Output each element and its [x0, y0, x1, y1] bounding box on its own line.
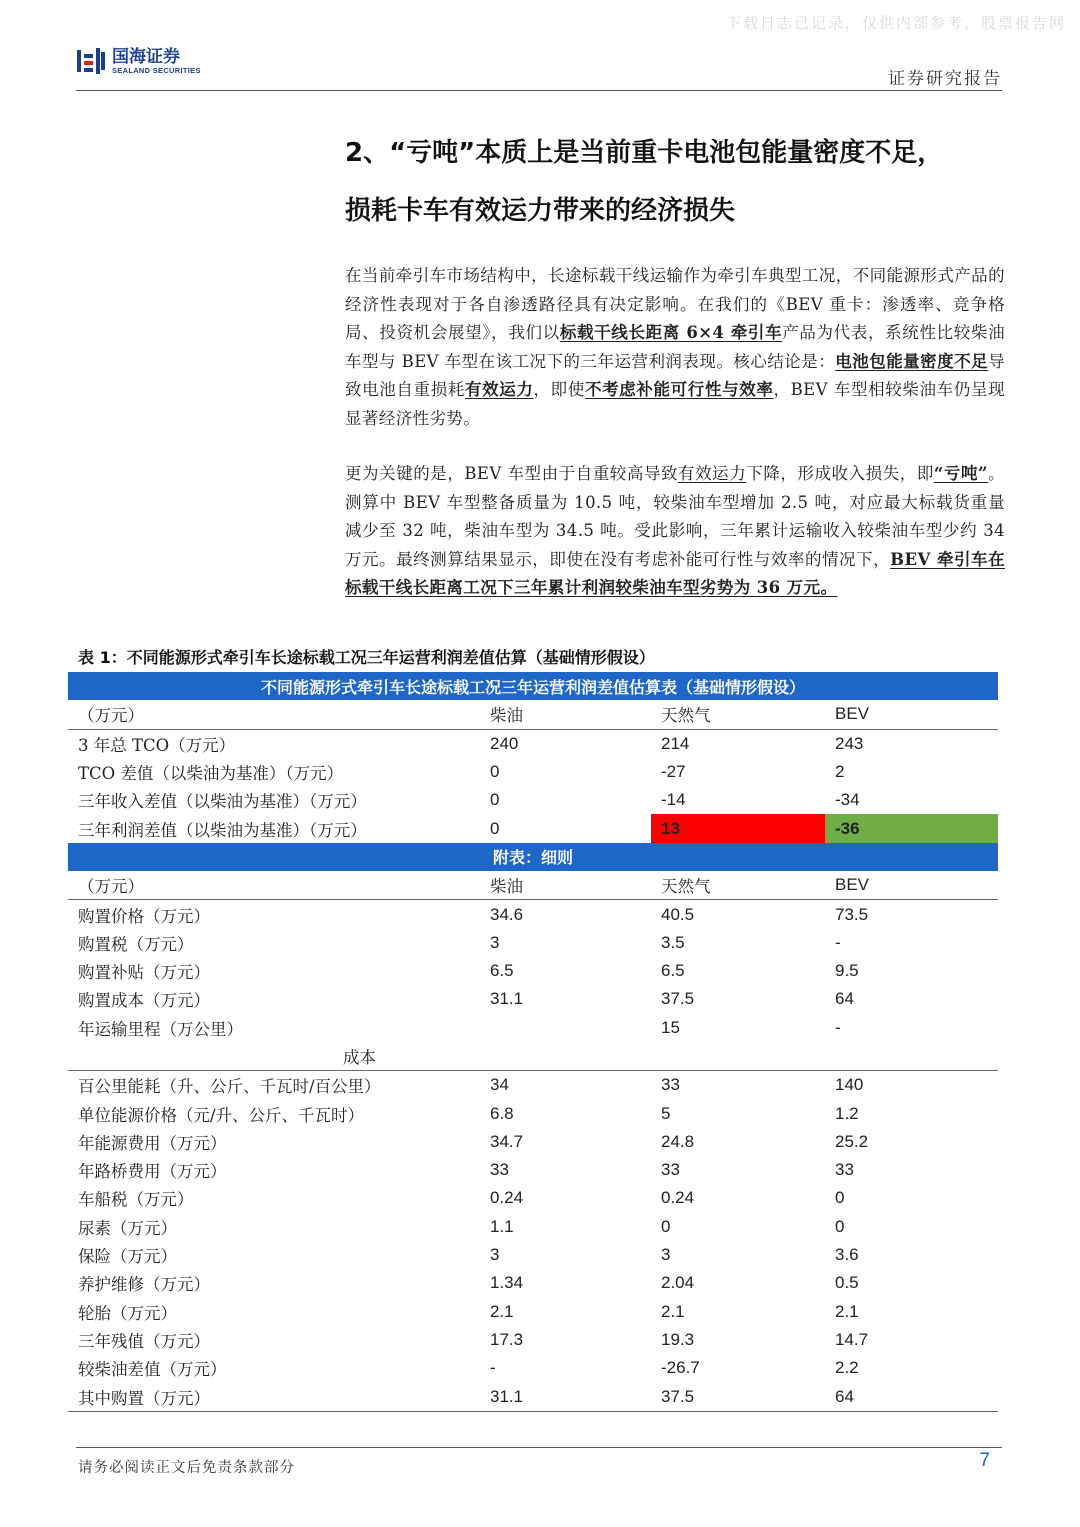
row-label: 购置补贴（万元）: [78, 963, 210, 983]
table-row: [68, 900, 998, 929]
table-row: [68, 1071, 998, 1100]
footer-disclaimer: 请务必阅读正文后免责条款部分: [78, 1460, 295, 1476]
cell-diesel: -: [490, 1358, 496, 1378]
table-row: [68, 1099, 998, 1127]
cell-diesel: 0: [490, 790, 500, 810]
header-bev: BEV: [825, 700, 998, 729]
section-title: [345, 124, 1010, 240]
cell-diesel: 17.3: [490, 1329, 524, 1349]
cell-diesel: 34.6: [490, 904, 524, 924]
footer-divider: [76, 1447, 1002, 1448]
row-label: 单位能源价格（元/升、公斤、千瓦时）: [78, 1105, 365, 1125]
cell-diesel: 6.8: [490, 1103, 514, 1123]
table-row: [68, 786, 998, 814]
cell-diesel: 0: [490, 818, 500, 838]
cell-natural-gas: 0: [661, 1216, 671, 1236]
header-bev: BEV: [825, 871, 998, 900]
cell-bev: -: [835, 932, 841, 952]
row-label: 百公里能耗（升、公斤、千瓦时/百公里）: [78, 1077, 381, 1097]
cell-natural-gas: 0.24: [661, 1188, 695, 1208]
row-label: 保险（万元）: [78, 1247, 177, 1267]
cell-natural-gas: -26.7: [661, 1358, 700, 1378]
header-natural-gas: 天然气: [651, 871, 825, 900]
cell-natural-gas-highlight: 13: [651, 814, 825, 842]
detail-cost-section: [68, 1071, 998, 1412]
cell-bev: 1.2: [835, 1103, 859, 1123]
cell-bev: 0: [835, 1216, 845, 1236]
cell-diesel: 1.34: [490, 1273, 524, 1293]
p1-text-1: 在当前牵引车市场结构中，长途标载干线运输作为牵引车典型工况，不同能源形式产品的经济性表现对于各自渗透路径具有决定影响。在我们的《BEV 重卡：渗透率、竞争格局、投资机会展望》，我们以: [345, 266, 1005, 343]
row-label: 三年残值（万元）: [78, 1331, 210, 1351]
table-row: [68, 957, 998, 985]
table-row: [68, 814, 998, 842]
cell-natural-gas: 24.8: [661, 1131, 695, 1151]
cell-natural-gas: 214: [661, 733, 690, 753]
table-row: [68, 1269, 998, 1297]
cell-diesel: 31.1: [490, 989, 524, 1009]
cell-bev: -34: [835, 790, 860, 810]
row-label: 3 年总 TCO（万元）: [78, 735, 236, 755]
row-label: 尿素（万元）: [78, 1218, 177, 1238]
detail-purchase-section: [68, 900, 998, 1042]
cell-natural-gas: 15: [661, 1017, 680, 1037]
p1-text-5: ，BEV 车型相较柴油车仍呈现显著经济性劣势。: [345, 380, 1005, 428]
cell-diesel: 1.1: [490, 1216, 514, 1236]
p1-emph-2: 电池包能量密度不足: [835, 351, 989, 371]
row-label: 年运输里程（万公里）: [78, 1019, 243, 1039]
row-label: 年路桥费用（万元）: [78, 1162, 227, 1182]
logo-name-cn: 国海证券: [112, 46, 180, 67]
cell-bev-highlight: -36: [825, 814, 998, 842]
table-row: [68, 758, 998, 786]
cell-diesel: 34.7: [490, 1131, 524, 1151]
table-caption: 表 1：不同能源形式牵引车长途标载工况三年运营利润差值估算（基础情形假设）: [78, 648, 655, 667]
p1-text-3: 导致电池自重损耗: [345, 351, 1005, 400]
watermark: 下载日志已记录，仅供内部参考，股票报告网: [725, 14, 1066, 32]
header-divider: [76, 90, 1002, 91]
cell-diesel: 2.1: [490, 1301, 514, 1321]
p2-text-3: 。测算中 BEV 车型整备质量为 10.5 吨，较柴油车型增加 2.5 吨，对应最大标载货重量减少至 32 吨，柴油车型为 34.5 吨。受此影响，三年累计运输收入较柴油车型少约 34 万元。最终测算结果显示，即使在没有考虑补能可行性与效率的情况下，: [345, 464, 1005, 569]
header-diesel: 柴油: [480, 871, 651, 900]
logo-name-en: SEALAND SECURITIES: [112, 65, 201, 75]
table-row: [68, 1326, 998, 1354]
row-label: 其中购置（万元）: [68, 1382, 480, 1411]
profit-difference-table: [68, 672, 998, 1412]
cell-diesel: 0.24: [490, 1188, 524, 1208]
row-label: 购置成本（万元）: [78, 991, 210, 1011]
cell-natural-gas: 3: [661, 1245, 671, 1265]
cell-bev: 9.5: [835, 961, 859, 981]
table-band-appendix: 附表：细则: [68, 843, 998, 871]
cell-natural-gas: -27: [661, 762, 686, 782]
cell-diesel: 3: [490, 932, 500, 952]
cell-natural-gas: 2.1: [661, 1301, 685, 1321]
header-unit: （万元）: [68, 700, 480, 729]
cell-natural-gas: 3.5: [661, 932, 685, 952]
cell-natural-gas: 19.3: [661, 1329, 695, 1349]
table-row: [68, 1128, 998, 1156]
cell-natural-gas: 33: [661, 1075, 680, 1095]
cell-diesel: 6.5: [490, 961, 514, 981]
p2-text-2: 下降，形成收入损失，即: [746, 464, 934, 483]
report-type-label: 证券研究报告: [888, 69, 1002, 89]
page-number: 7: [979, 1450, 990, 1471]
row-label: 购置价格（万元）: [78, 906, 210, 926]
cell-bev: 64: [825, 1382, 998, 1411]
cell-bev: 243: [835, 733, 864, 753]
cell-bev: -: [835, 1017, 841, 1037]
cell-diesel: 0: [490, 762, 500, 782]
company-logo: [76, 46, 201, 76]
cell-bev: 14.7: [835, 1329, 869, 1349]
row-label: 购置税（万元）: [78, 934, 194, 954]
cell-diesel: 31.1: [480, 1382, 651, 1411]
cell-bev: 140: [835, 1075, 864, 1095]
table-row: [68, 1156, 998, 1184]
p1-emph-3: 有效运力: [464, 380, 534, 400]
table-row: [68, 1354, 998, 1382]
table-row: [68, 1213, 998, 1241]
cell-natural-gas: 37.5: [651, 1382, 825, 1411]
cell-bev: 2: [835, 762, 845, 782]
p2-text-1: 更为关键的是，BEV 车型由于自重较高导致: [345, 464, 679, 483]
row-label: 年能源费用（万元）: [78, 1133, 227, 1153]
table-row: [68, 1241, 998, 1269]
table-row: [68, 1382, 998, 1411]
cell-bev: 73.5: [835, 904, 869, 924]
row-label: 三年利润差值（以柴油为基准）（万元）: [78, 820, 367, 840]
cell-natural-gas: 40.5: [661, 904, 695, 924]
row-label: 车船税（万元）: [78, 1190, 194, 1210]
table-row: [68, 729, 998, 758]
cell-natural-gas: 37.5: [661, 989, 695, 1009]
header-diesel: 柴油: [480, 700, 651, 729]
cell-natural-gas: 2.04: [661, 1273, 695, 1293]
row-label: 轮胎（万元）: [78, 1303, 177, 1323]
table-row: [68, 1298, 998, 1326]
cell-bev: 2.2: [835, 1358, 859, 1378]
cell-bev: 64: [835, 989, 854, 1009]
cell-diesel: 3: [490, 1245, 500, 1265]
header-unit: （万元）: [68, 871, 480, 900]
p2-underline-1: 有效运力: [678, 464, 747, 483]
header-natural-gas: 天然气: [651, 700, 825, 729]
cell-bev: 0: [835, 1188, 845, 1208]
cell-bev: 33: [835, 1160, 854, 1180]
cost-section-label: 成本: [68, 1042, 651, 1071]
cell-diesel: 240: [490, 733, 519, 753]
p2-emph-2: BEV 牵引车在标载干线长距离工况下三年累计利润较柴油车型劣势为 36 万元。: [345, 549, 1005, 598]
row-label: TCO 差值（以柴油为基准）（万元）: [78, 764, 344, 784]
cell-bev: 2.1: [835, 1301, 859, 1321]
table-row: [68, 985, 998, 1013]
p1-emph-1: 标载干线长距离 6×4 牵引车: [559, 323, 783, 343]
cell-bev: 0.5: [835, 1273, 859, 1293]
row-label: 养护维修（万元）: [78, 1275, 210, 1295]
logo-icon: [76, 46, 106, 76]
cell-natural-gas: 6.5: [661, 961, 685, 981]
p1-text-4: ，即使: [533, 380, 585, 400]
paragraph-1: [345, 262, 1005, 434]
cell-diesel: 34: [490, 1075, 509, 1095]
cell-bev: 25.2: [835, 1131, 869, 1151]
table-row: [68, 1184, 998, 1212]
table-row: [68, 1014, 998, 1042]
cell-diesel: 33: [490, 1160, 509, 1180]
p1-emph-4: 不考虑补能可行性与效率: [584, 380, 774, 400]
cell-diesel: [480, 1014, 651, 1042]
p2-emph-1: “亏吨”: [933, 464, 988, 483]
cell-natural-gas: -14: [661, 790, 686, 810]
cell-natural-gas: 33: [661, 1160, 680, 1180]
paragraph-2: [345, 460, 1005, 603]
table-band-title: 不同能源形式牵引车长途标载工况三年运营利润差值估算表（基础情形假设）: [68, 672, 998, 700]
cell-bev: 3.6: [835, 1245, 859, 1265]
row-label: 三年收入差值（以柴油为基准）（万元）: [78, 792, 367, 812]
row-label: 较柴油差值（万元）: [78, 1360, 227, 1380]
table-row: [68, 929, 998, 957]
section-title-line-2: 损耗卡车有效运力带来的经济损失: [345, 196, 736, 226]
section-title-line-1: 2、“亏吨”本质上是当前重卡电池包能量密度不足，: [345, 138, 944, 168]
cell-natural-gas: 5: [661, 1103, 671, 1123]
p1-text-2: 产品为代表，系统性比较柴油车型与 BEV 车型在该工况下的三年运营利润表现。核心结论是：: [345, 323, 1006, 371]
